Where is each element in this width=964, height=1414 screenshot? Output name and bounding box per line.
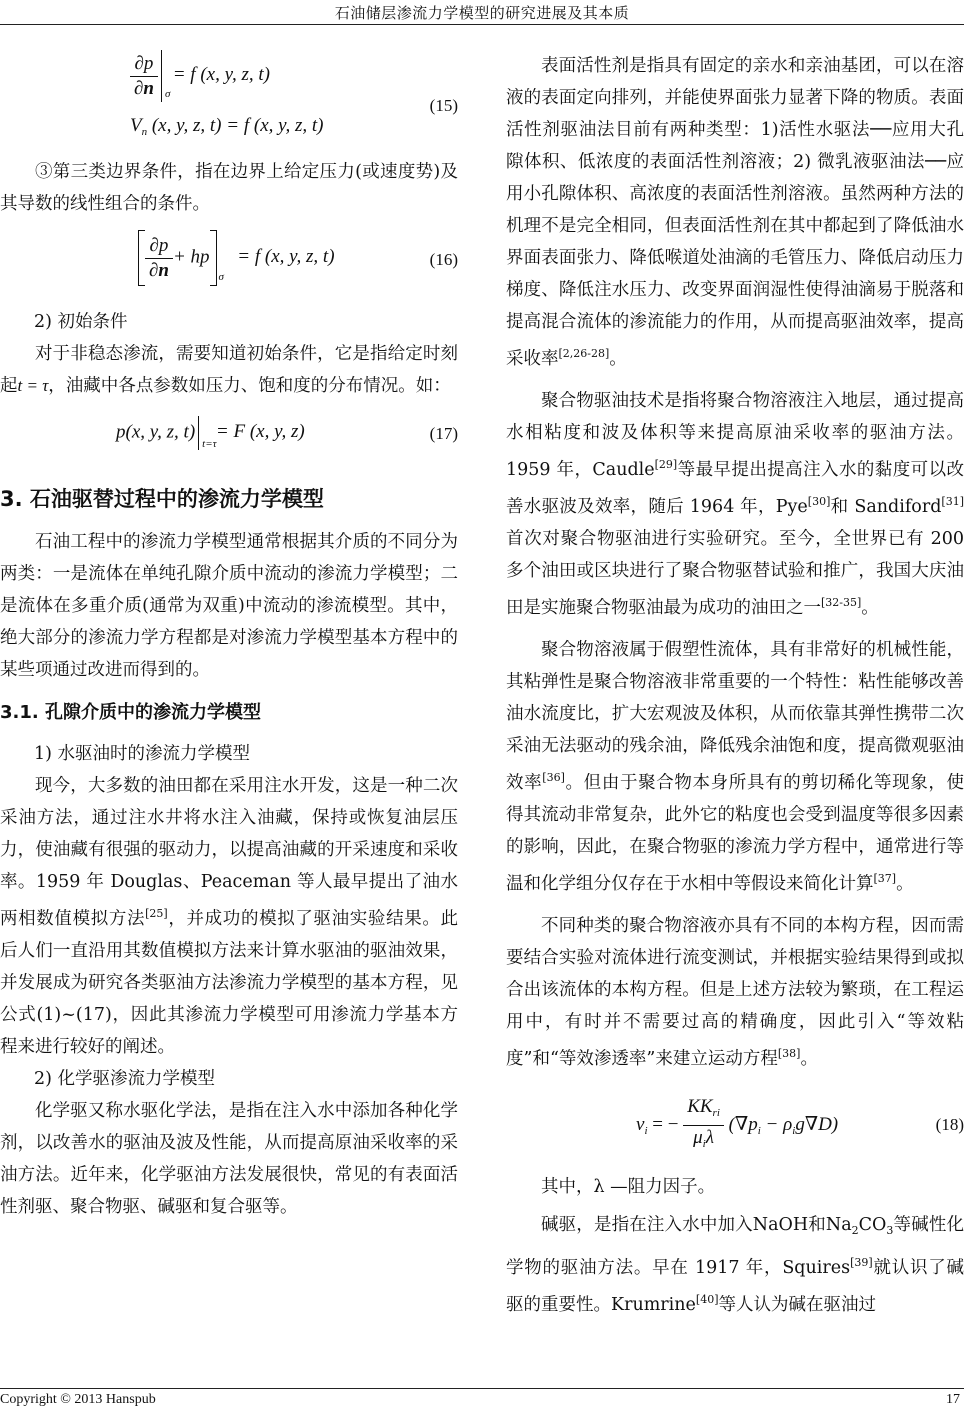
citation-40: [40]: [695, 1293, 719, 1306]
eq17-sub: t=τ: [202, 438, 217, 450]
citation-36: [36]: [542, 771, 565, 784]
partial-fraction: $\frac{\partial p}{\partial n}$: [130, 52, 158, 101]
paragraph-chemical-drive: 化学驱又称水驱化学法，是指在注入水中添加各种化学剂，以改善水的驱油及波及性能，从而提高原油采收率的采油方法。近年来，化学驱油方法发展很快，常见的有表面活性剂驱、聚合物驱、碱驱和复合驱等。: [0, 1101, 458, 1217]
eq16-rhs: = f (x, y, z, t): [237, 246, 335, 268]
t-equals-tau: t = τ: [17, 376, 49, 395]
equation-number-16: (16): [429, 250, 458, 269]
eq15-lhs2-sub: n: [141, 126, 148, 138]
eq16-plus-hp: + hp: [172, 246, 210, 268]
section-3-heading: 3. 石油驱替过程中的渗流力学模型: [0, 487, 324, 511]
chemical-drive-title: 2) 化学驱渗流力学模型: [34, 1069, 216, 1089]
eq15-rhs2: = f (x, y, z, t): [226, 115, 324, 136]
citation-32-35: [32-35]: [821, 596, 862, 609]
paragraph-third-boundary: ③第三类边界条件，指在边界上给定压力(或速度势)及其导数的线性组合的条件。: [0, 162, 458, 214]
water-drive-title: 1) 水驱油时的渗流力学模型: [34, 744, 251, 764]
paragraph-lambda-definition: 其中，λ —阻力因子。: [541, 1177, 716, 1197]
eq15-lhs2: V: [130, 115, 142, 136]
paragraph-viscoelastic: 聚合物溶液属于假塑性流体，具有非常好的机械性能，其粘弹性是聚合物溶液非常重要的一个特性：粘性能够改善油水流度比，扩大宏观波及体积，从而依靠其弹性携带二次采油无法驱动的残余油，降低残余油饱和度，提高微观驱油效率[36]。但由于聚合物本身所具有的剪切稀化等现象，使得其流动非常复杂，此外它的粘度也会受到温度等很多因素的影响，因此，在聚合物驱的渗流力学方程中，通常进行等温和化学组分仅存在于水相中等假设来简化计算[37]。: [506, 640, 964, 894]
citation-37: [37]: [873, 872, 897, 885]
eq17-lhs: p(x, y, z, t): [116, 421, 196, 443]
equation-number-15: (15): [429, 96, 458, 115]
initial-condition-title: 2) 初始条件: [34, 312, 128, 332]
equation-16: $\frac{\partial p}{\partial n}$ + hp σ = f (x, y, z, t) (16): [0, 226, 458, 296]
citation-25: [25]: [145, 907, 168, 920]
equation-number-18: (18): [935, 1115, 964, 1134]
equation-number-17: (17): [429, 424, 458, 443]
citation-30: [30]: [807, 495, 831, 508]
paragraph-initial-condition: 对于非稳态渗流，需要知道初始条件，它是指给定时刻起t = τ，油藏中各点参数如压力、饱和度的分布情况。如：: [0, 344, 458, 396]
paragraph-surfactant: 表面活性剂是指具有固定的亲水和亲油基团，可以在溶液的表面定向排列，并能使界面张力显著下降的物质。表面活性剂驱油法目前有两种类型：1)活性水驱法──应用大孔隙体积、低浓度的表面活性剂溶液；2) 微乳液驱油法──应用小孔隙体积、高浓度的表面活性剂溶液。虽然两种方法的机理不是完全相同，但表面活性剂在其中都起到了降低油水界面表面张力、降低喉道处油滴的毛管压力、降低启动压力梯度、降低注水压力、改变界面润湿性使得油滴易于脱落和提高混合流体的渗流能力的作用，从而提高驱油效率，提高采收率[2,26-28]。: [506, 56, 964, 369]
citation-39: [39]: [850, 1256, 873, 1269]
equation-15: [130, 50, 458, 142]
section-3-1-heading: 3.1. 孔隙介质中的渗流力学模型: [0, 702, 261, 723]
equation-18: $v_i$ = − $\frac{KK_{ri}}{\mu_i\lambda}$ $(\nabla p_i - \rho_ig\nabla D)$ (18): [506, 1085, 964, 1171]
eq17-rhs: = F (x, y, z): [215, 421, 305, 443]
eq18-fraction: $\frac{KK_{ri}}{\mu_i\lambda}$: [683, 1095, 724, 1156]
citation-38: [38]: [777, 1047, 801, 1060]
footer-rule: [0, 1388, 964, 1389]
paragraph-water-drive: 现今，大多数的油田都在采用注水开发，这是一种二次采油方法，通过注水井将水注入油藏，保持或恢复油层压力，使油藏有很强的驱动力，以提高油藏的开采速度和采收率。1959 年 Douglas、Peaceman 等人最早提出了油水两相数值模拟方法[25]，并成功的模拟了驱油实验结果。此后人们一直沿用其数值模拟方法来计算水驱油的驱油效果，并发展成为研究各类驱油方法渗流力学模型的基本方程，见公式(1)~(17)，因此其渗流力学模型可用渗流力学基本方程来进行较好的阐述。: [0, 776, 459, 1057]
paragraph-constitutive: 不同种类的聚合物溶液亦具有不同的本构方程，因而需要结合实验对流体进行流变测试，并根据实验结果得到或拟合出该流体的本构方程。但是上述方法较为繁琐，在工程运用中，有时并不需要过高的精确度，因此引入“等效粘度”和“等效渗透率”来建立运动方程[38]。: [506, 916, 964, 1069]
eq18-lhs: v: [636, 1113, 645, 1135]
sigma-subscript: σ: [164, 88, 171, 100]
paragraph-section-3: 石油工程中的渗流力学模型通常根据其介质的不同分为两类：一是流体在单纯孔隙介质中流动的渗流力学模型；二是流体在多重介质(通常为双重)中流动的渗流模型。其中，绝大部分的渗流力学方程都是对渗流力学模型基本方程中的某些项通过改进而得到的。: [0, 532, 458, 680]
citation-29: [29]: [654, 458, 678, 471]
footer-copyright: Copyright © 2013 Hanspub: [0, 1392, 156, 1407]
citation-31: [31]: [941, 495, 964, 508]
eq15-rhs1: = f (x, y, z, t): [172, 64, 270, 86]
paragraph-alkaline: 碱驱，是指在注入水中加入NaOH和$Na_2CO_3$等碱性化学物的驱油方法。早在 1917 年，Squires[39]就认识了碱驱的重要性。Krumrine[40]等人认为碱在驱油过: [506, 1215, 964, 1315]
equation-17: [0, 408, 458, 468]
right-column: [506, 50, 964, 1321]
running-header: 石油储层渗流力学模型的研究进展及其本质: [334, 4, 630, 22]
footer-page-number: 17: [946, 1392, 960, 1407]
citation-2-26-28: [2,26-28]: [558, 347, 610, 360]
paragraph-polymer: 聚合物驱油技术是指将聚合物溶液注入地层，通过提高水相粘度和波及体积等来提高原油采收率的驱油方法。1959 年，Caudle[29]等最早提出提高注入水的黏度可以改善水驱波及效率，随后 1964 年，Pye[30]和 Sandiford[31]首次对聚合物驱油进行实验研究。至今，全世界已有 200 多个油田或区块进行了聚合物驱替试验和推广，我国大庆油田是实施聚合物驱油最为成功的油田之一[32-35]。: [506, 391, 964, 618]
left-column: [0, 50, 458, 1223]
header-rule: [0, 24, 964, 25]
eq15-lhs2-args: (x, y, z, t): [151, 115, 222, 136]
